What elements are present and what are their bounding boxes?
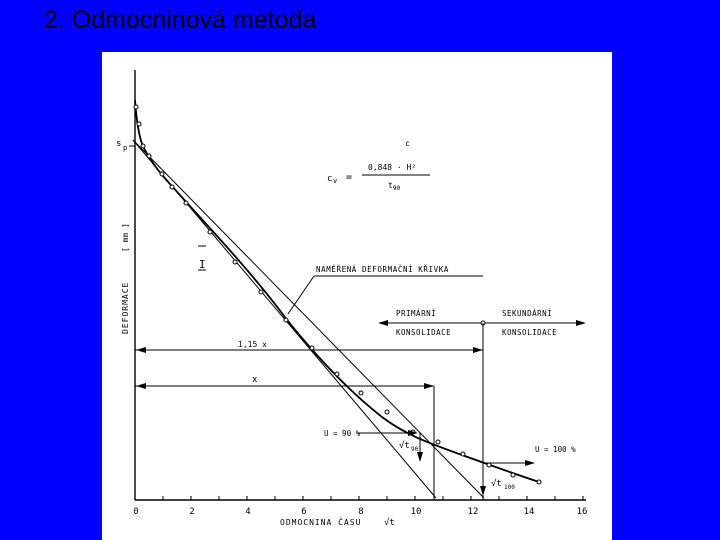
curve-annotation-leader xyxy=(288,276,314,314)
formula-lhs: c xyxy=(327,174,333,184)
secondary-label-1: SEKUNDÁRNÍ xyxy=(502,309,553,318)
dimension-x-label: x xyxy=(252,375,258,385)
u90-label: U = 90 % xyxy=(324,429,361,438)
curve-annotation: NAMĚŘENÁ DEFORMAČNÍ KŘIVKA xyxy=(316,265,449,274)
y-axis-unit: [ mm ] xyxy=(121,223,130,252)
consolidation-arrow-left xyxy=(378,320,388,326)
consolidation-arrow-right xyxy=(576,320,586,326)
formula-equals: = xyxy=(346,172,353,183)
sqrt-t100-label: √t xyxy=(491,479,502,489)
consolidation-figure xyxy=(102,52,612,540)
formula-denominator: t xyxy=(388,181,393,190)
figure-svg xyxy=(102,52,612,540)
roman-numeral-label: I xyxy=(199,258,206,271)
x-tick-label: 2 xyxy=(189,507,195,517)
secondary-label-2: KONSOLIDACE xyxy=(502,328,558,337)
sp-subscript: p xyxy=(123,144,128,152)
data-points xyxy=(134,105,541,484)
x-axis-symbol: √t xyxy=(384,518,395,528)
sqrt-t90-sub: 90 xyxy=(411,446,419,453)
x-tick-label: 16 xyxy=(576,507,588,517)
formula-mark: c xyxy=(405,139,410,148)
y-axis-label: DEFORMACE xyxy=(121,281,130,334)
u100-arrow-head xyxy=(525,460,535,466)
dimension-115x-arrow-right xyxy=(473,347,483,353)
measured-deformation-curve xyxy=(135,100,539,482)
x-tick-label: 0 xyxy=(133,507,139,517)
sp-label: s xyxy=(116,139,122,149)
formula-denominator-sub: 90 xyxy=(393,185,401,192)
x-axis-label: ODMOCNINA ČASU xyxy=(280,518,362,527)
x-tick-label: 14 xyxy=(523,507,535,517)
x-tick-label: 6 xyxy=(301,507,307,517)
dimension-115x-label: 1,15 x xyxy=(238,340,267,349)
primary-label-1: PRIMÁRNÍ xyxy=(396,309,437,318)
u100-label: U = 100 % xyxy=(535,445,576,454)
x-tick-label: 10 xyxy=(410,507,422,517)
primary-label-2: KONSOLIDACE xyxy=(396,328,452,337)
sqrt-t90-label: √t xyxy=(399,441,410,451)
dimension-x-arrow-left xyxy=(136,383,146,389)
x-tick-label: 12 xyxy=(467,507,479,517)
slide-title: 2. Odmocninová metoda xyxy=(44,6,317,34)
x-tick-label: 4 xyxy=(245,507,251,517)
sqrt-t100-sub: 100 xyxy=(504,484,515,491)
x-tick-label: 8 xyxy=(358,507,364,517)
formula-numerator: 0,848 · H² xyxy=(368,163,417,172)
t90-drop-arrow xyxy=(417,452,423,462)
dimension-x-arrow-right xyxy=(424,383,434,389)
dimension-115x-arrow-left xyxy=(136,347,146,353)
formula-lhs-sub: v xyxy=(333,177,338,185)
